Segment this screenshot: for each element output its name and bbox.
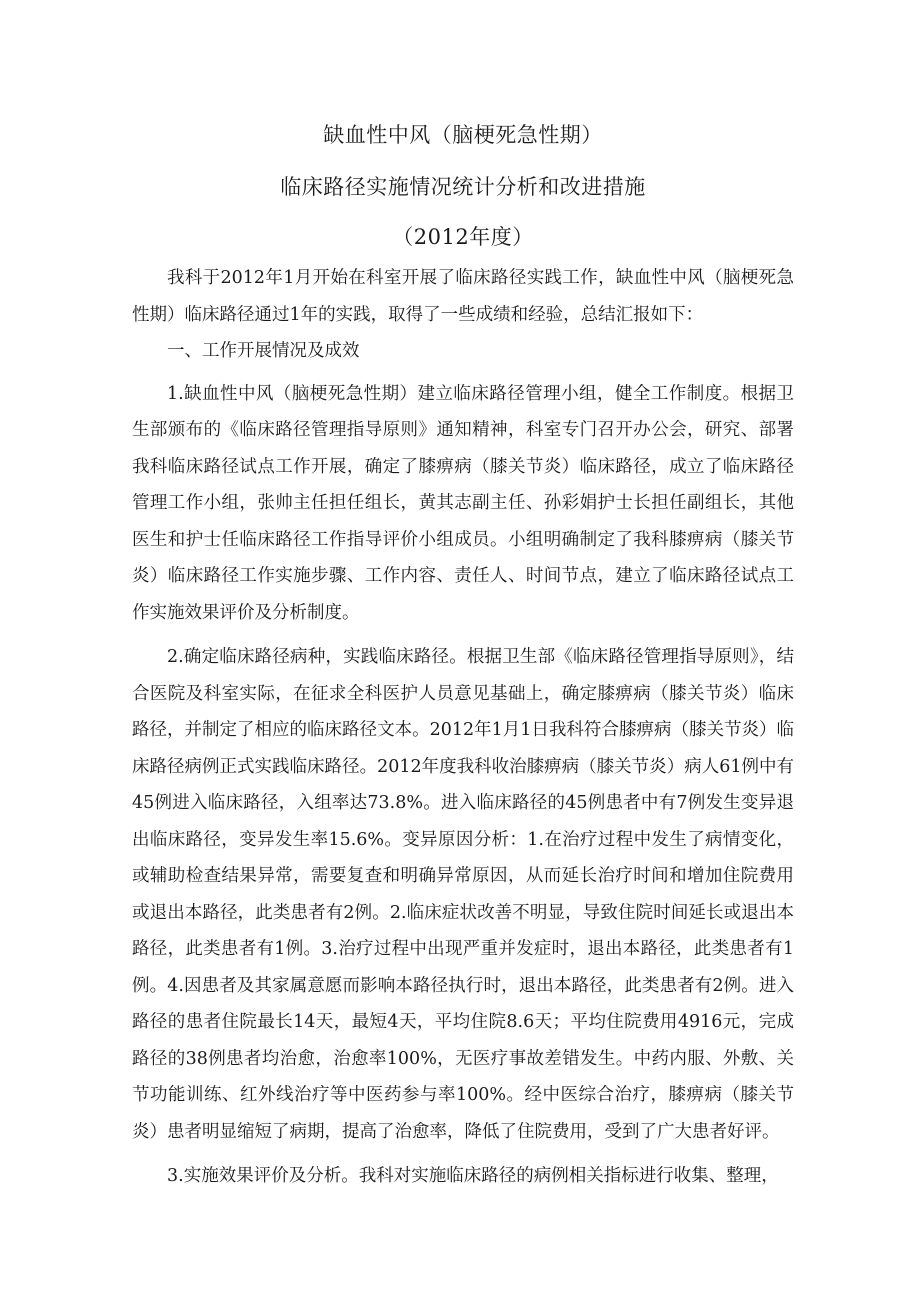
document-subtitle: 临床路径实施情况统计分析和改进措施: [280, 175, 646, 199]
item-paragraph-1: 1.缺血性中风（脑梗死急性期）建立临床路径管理小组，健全工作制度。根据卫生部颁布的《临床路径管理指导原则》通知精神，科室专门召开办公会，研究、部署我科临床路径试点工作开展，确定了膝痹病（膝关节炎）临床路径，成立了临床路径管理工作小组，张帅主任担任组长，黄其志副主任、孙彩娟护士长担任副组长，其他医生和护士任临床路径工作指导评价小组成员。小组明确制定了我科膝痹病（膝关节炎）临床路径工作实施步骤、工作内容、责任人、时间节点，建立了临床路径试点工作实施效果评价及分析制度。: [132, 383, 794, 623]
section-heading: 一、工作开展情况及成效: [167, 341, 360, 361]
item-paragraph-3: 3.实施效果评价及分析。我科对实施临床路径的病例相关指标进行收集、整理，: [167, 1166, 779, 1186]
document-year: （2012年度）: [392, 225, 534, 249]
document-body: [132, 260, 794, 1195]
document-title: 缺血性中风（脑梗死急性期）: [323, 123, 603, 147]
intro-paragraph: 我科于2012年1月开始在科室开展了临床路径实践工作，缺血性中风（脑梗死急性期）临床路径通过1年的实践，取得了一些成绩和经验，总结汇报如下：: [132, 268, 794, 325]
item-paragraph-2: 2.确定临床路径病种，实践临床路径。根据卫生部《临床路径管理指导原则》，结合医院及科室实际，在征求全科医护人员意见基础上，确定膝痹病（膝关节炎）临床路径，并制定了相应的临床路径文本。2012年1月1日我科符合膝痹病（膝关节炎）临床路径病例正式实践临床路径。2012年度我科收治膝痹病（膝关节炎）病人61例中有45例进入临床路径，入组率达73.8%。进入临床路径的45例患者中有7例发生变异退出临床路径，变异发生率15.6%。变异原因分析：1.在治疗过程中发生了病情变化，或辅助检查结果异常，需要复查和明确异常原因，从而延长治疗时间和增加住院费用或退出本路径，此类患者有2例。2.临床症状改善不明显，导致住院时间延长或退出本路径，此类患者有1例。3.治疗过程中出现严重并发症时，退出本路径，此类患者有1例。4.因患者及其家属意愿而影响本路径执行时，退出本路径，此类患者有2例。进入路径的患者住院最长14天，最短4天，平均住院8.6天；平均住院费用4916元，完成路径的38例患者均治愈，治愈率100%，无医疗事故差错发生。中药内服、外敷、关节功能训练、红外线治疗等中医药参与率100%。经中医综合治疗，膝痹病（膝关节炎）患者明显缩短了病期，提高了治愈率，降低了住院费用，受到了广大患者好评。: [132, 647, 794, 1142]
